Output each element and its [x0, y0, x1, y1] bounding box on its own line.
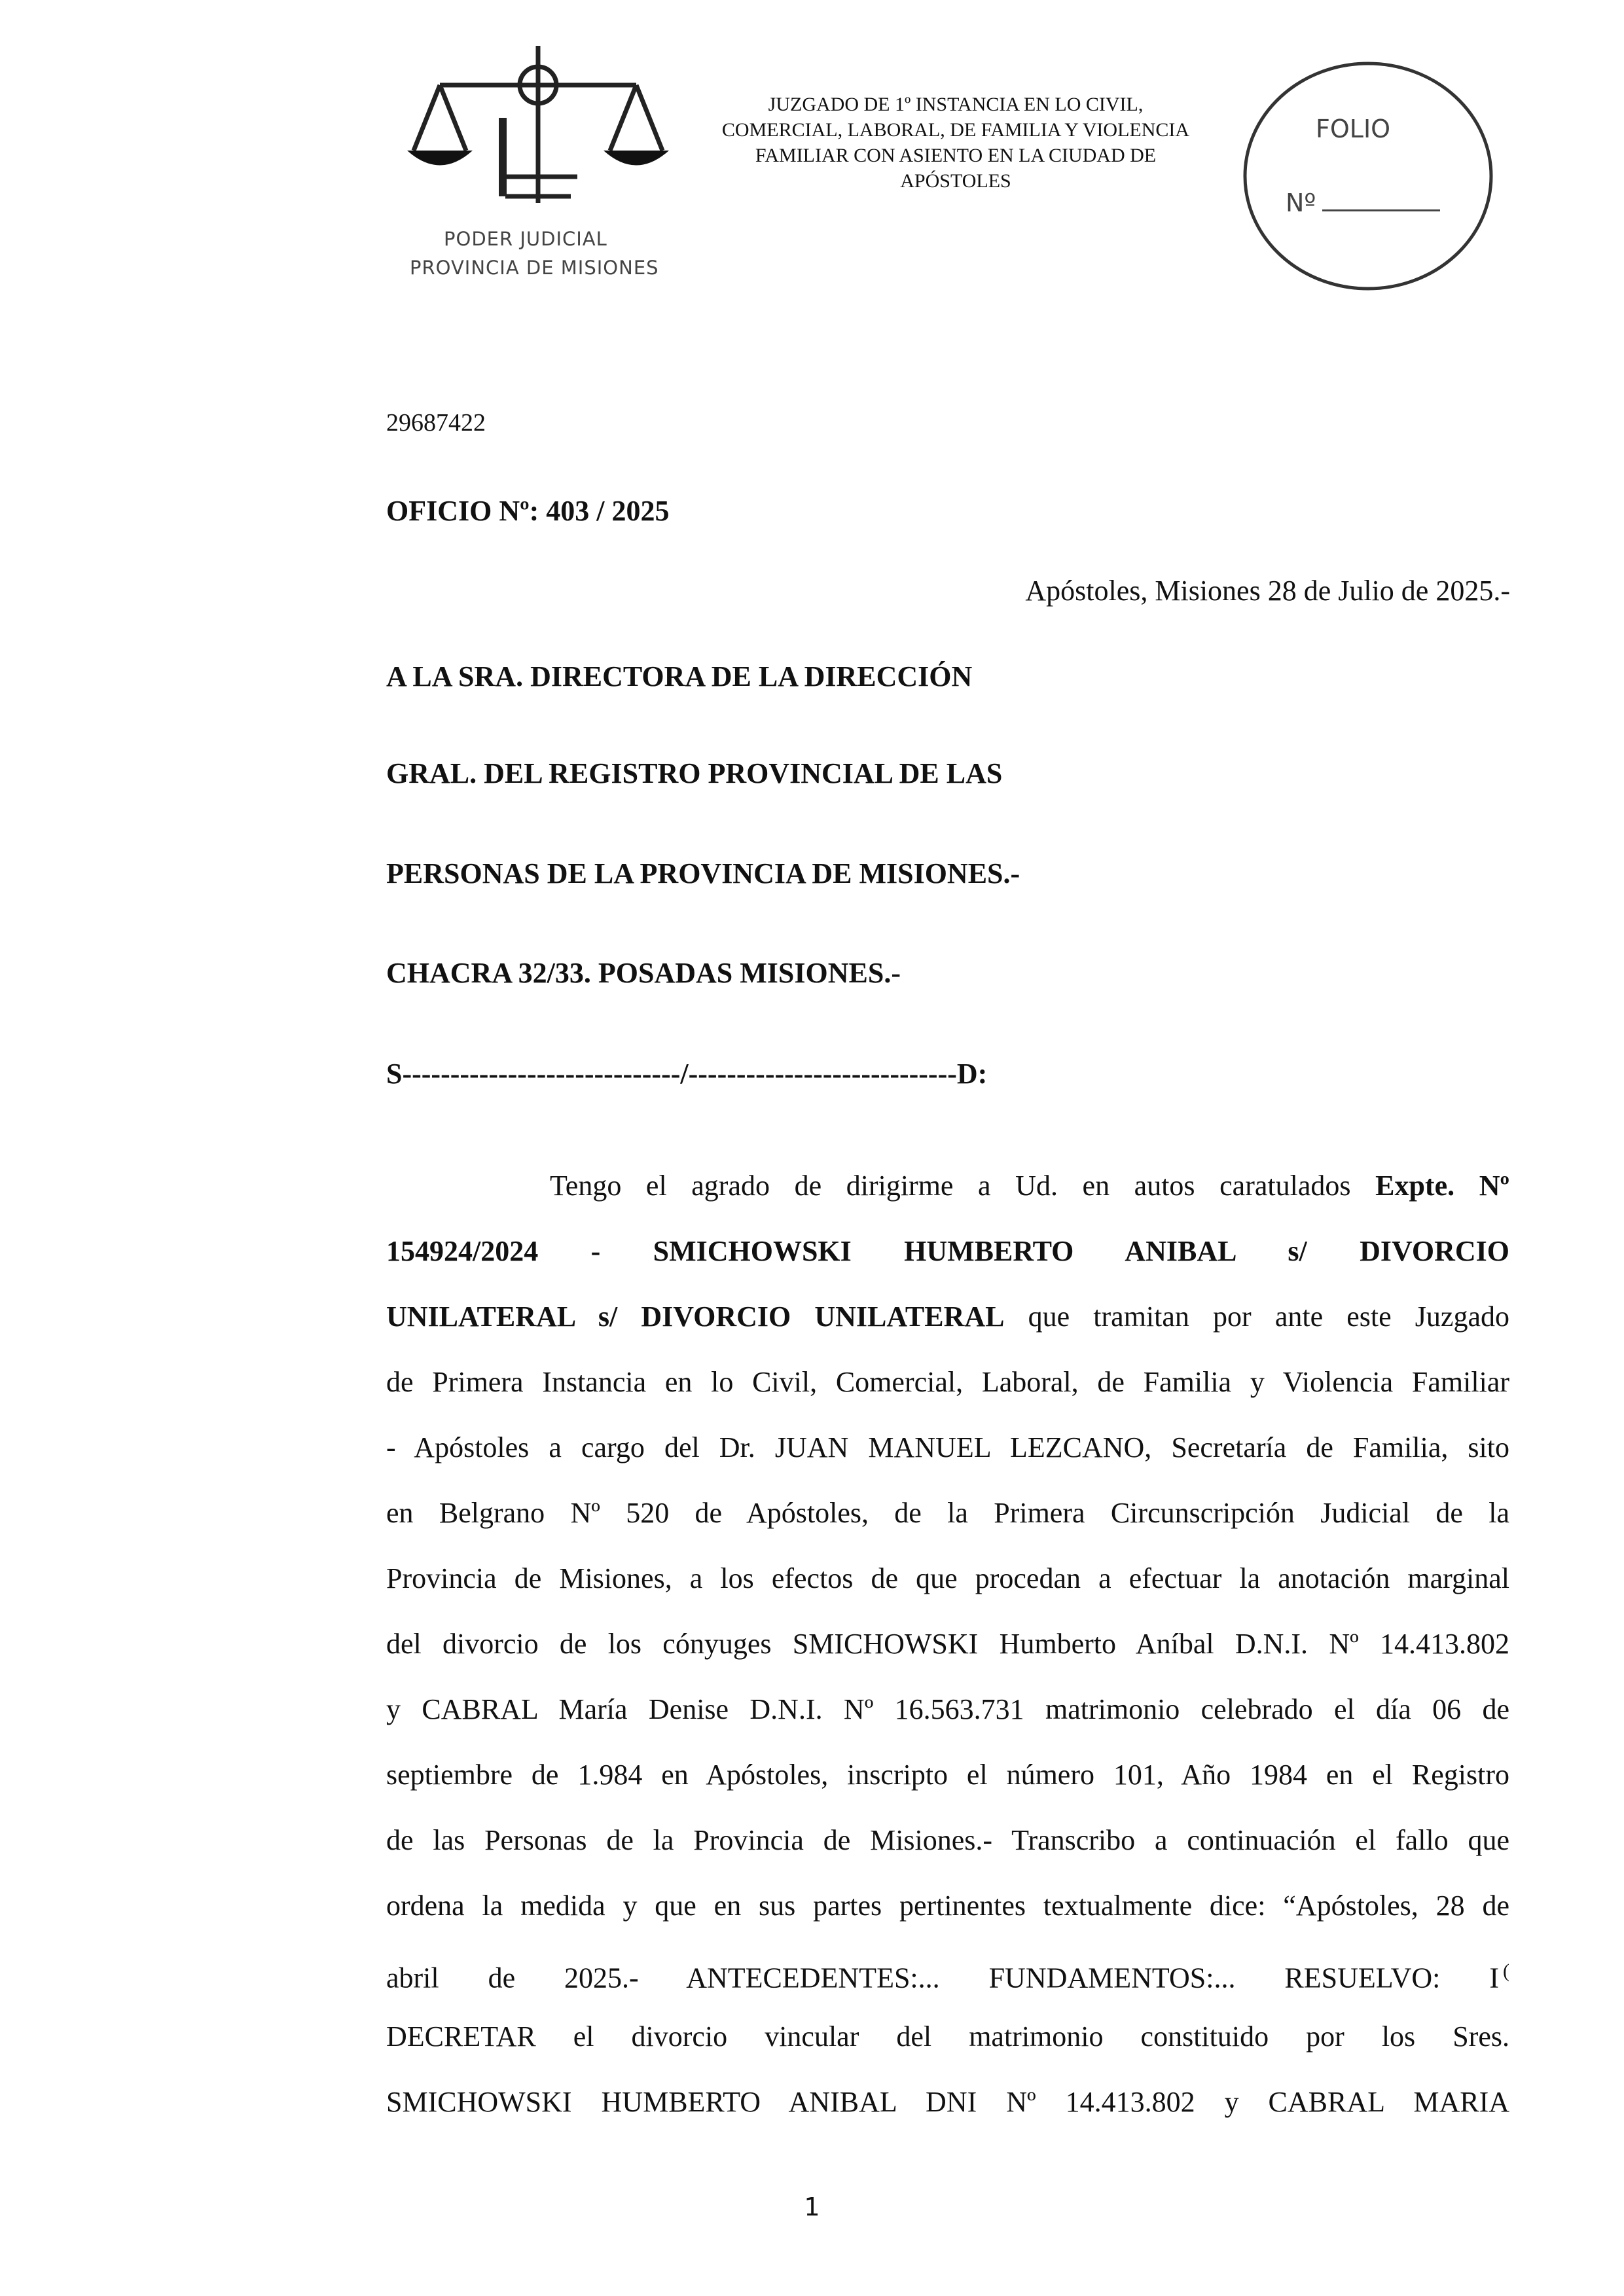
logo-text-poder-judicial: PODER JUDICIAL [444, 228, 607, 250]
addressee-line: GRAL. DEL REGISTRO PROVINCIAL DE LAS [386, 757, 1003, 789]
body-line: de Primera Instancia en lo Civil, Comercial, Laboral, de Familia y Violencia Familiar [386, 1366, 1509, 1398]
body-segment: Tengo el agrado de dirigirme a Ud. en autos caratulados [550, 1170, 1376, 1202]
body-line: de las Personas de la Provincia de Misiones.- Transcribo a continuación el fallo que [386, 1824, 1509, 1856]
page-number: 1 [804, 2193, 820, 2221]
logo-text-provincia: PROVINCIA DE MISIONES [410, 257, 659, 279]
addressee-line: PERSONAS DE LA PROVINCIA DE MISIONES.- [386, 857, 1020, 889]
body-line: en Belgrano Nº 520 de Apóstoles, de la Primera Circunscripción Judicial de la [386, 1497, 1509, 1529]
body-line: - Apóstoles a cargo del Dr. JUAN MANUEL LEZCANO, Secretaría de Familia, sito [386, 1431, 1509, 1463]
salutation: S-----------------------------/----------------------------D: [386, 1058, 988, 1090]
court-header [681, 92, 1231, 194]
body-line: septiembre de 1.984 en Apóstoles, inscripto el número 101, Año 1984 en el Registro [386, 1759, 1509, 1791]
body-line: del divorcio de los cónyuges SMICHOWSKI Humberto Aníbal D.N.I. Nº 14.413.802 [386, 1628, 1509, 1660]
expediente-label: Expte. Nº [1375, 1170, 1509, 1202]
addressee-line: A LA SRA. DIRECTORA DE LA DIRECCIÓN [386, 660, 973, 692]
body-line: DECRETAR el divorcio vincular del matrimonio constituido por los Sres. [386, 2020, 1509, 2053]
body-line: y CABRAL María Denise D.N.I. Nº 16.563.731 matrimonio celebrado el día 06 de [386, 1693, 1509, 1725]
case-title-end: UNILATERAL s/ DIVORCIO UNILATERAL [386, 1300, 1005, 1333]
footnote-mark: ( [1503, 1960, 1509, 1982]
body-line [386, 1939, 1509, 2004]
body-line [386, 1153, 1509, 1219]
folio-number-blank [1322, 190, 1440, 211]
oficio-number: OFICIO Nº: 403 / 2025 [386, 495, 670, 527]
body-line: SMICHOWSKI HUMBERTO ANIBAL DNI Nº 14.413.802 y CABRAL MARIA [386, 2086, 1509, 2118]
court-header-line: COMERCIAL, LABORAL, DE FAMILIA Y VIOLENCIA [721, 119, 1190, 141]
folio-stamp-circle-icon [1237, 55, 1499, 297]
court-header-line: APÓSTOLES [900, 170, 1011, 192]
addressee-line: CHACRA 32/33. POSADAS MISIONES.- [386, 957, 901, 989]
folio-label: FOLIO [1316, 115, 1391, 143]
body-line [386, 1284, 1509, 1350]
document-id: 29687422 [386, 409, 486, 437]
folio-number-field [1286, 188, 1440, 217]
body-line: Provincia de Misiones, a los efectos de que procedan a efectuar la anotación marginal [386, 1562, 1509, 1594]
court-header-line: FAMILIAR CON ASIENTO EN LA CIUDAD DE [755, 145, 1157, 166]
body-text [386, 1153, 1509, 2135]
body-line: ordena la medida y que en sus partes pertinentes textualmente dice: “Apóstoles, 28 de [386, 1890, 1509, 1922]
place-date: Apóstoles, Misiones 28 de Julio de 2025.- [1025, 575, 1510, 607]
court-header-line: JUZGADO DE 1º INSTANCIA EN LO CIVIL, [768, 94, 1144, 115]
body-segment: que tramitan por ante este Juzgado [1004, 1300, 1509, 1333]
body-line: 154924/2024 - SMICHOWSKI HUMBERTO ANIBAL s/ DIVORCIO [386, 1235, 1509, 1267]
body-segment: abril de 2025.- ANTECEDENTES:... FUNDAMENTOS:... RESUELVO: I [386, 1962, 1499, 1994]
folio-number-label: Nº [1286, 188, 1316, 217]
